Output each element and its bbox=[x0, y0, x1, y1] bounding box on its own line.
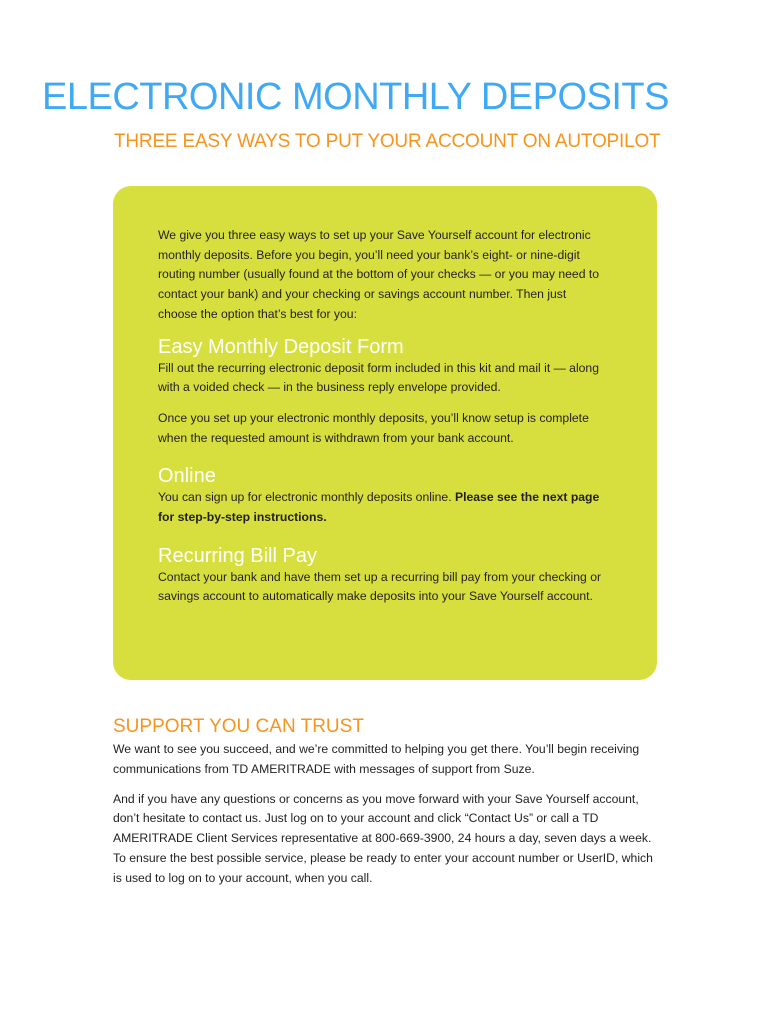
support-paragraph-1: We want to see you succeed, and we’re committed to helping you get there. You’ll begin receiving communications from TD AMERITRADE with messages of support from Suze. bbox=[113, 742, 640, 776]
page-subtitle: THREE EASY WAYS TO PUT YOUR ACCOUNT ON AUTOPILOT bbox=[114, 131, 661, 152]
options-box-content bbox=[158, 226, 608, 607]
online-instructions-note: Please see the next page for step-by-step instructions. bbox=[158, 490, 600, 525]
support-section bbox=[113, 714, 658, 889]
bill-pay-paragraph: Contact your bank and have them set up a recurring bill pay from your checking or savings account to automatically make deposits into your Save Yourself account. bbox=[158, 569, 602, 604]
options-box bbox=[113, 186, 657, 680]
deposit-form-paragraph: Fill out the recurring electronic deposit form included in this kit and mail it — along with a voided check — in the business reply envelope provided. bbox=[158, 360, 599, 395]
section-heading-deposit-form: Easy Monthly Deposit Form bbox=[158, 335, 404, 358]
support-paragraph-2: And if you have any questions or concerns as you move forward with your Save Yourself account, don’t hesitate to contact us. Just log on to your account and click “Contact Us” or call a TD AMERITRADE Client Services representative at 800-669-3900, 24 hours a day, seven days a week. To ensure the best possible service, please be ready to enter your account number or UserID, which is used to log on to your account, when you call. bbox=[113, 791, 653, 885]
page-title: ELECTRONIC MONTHLY DEPOSITS bbox=[42, 76, 669, 118]
section-heading-bill-pay: Recurring Bill Pay bbox=[158, 544, 317, 567]
support-heading: SUPPORT YOU CAN TRUST bbox=[113, 716, 364, 737]
deposit-form-setup-paragraph: Once you set up your electronic monthly deposits, you’ll know setup is complete when the requested amount is withdrawn from your bank account. bbox=[158, 410, 589, 445]
online-text: You can sign up for electronic monthly deposits online. bbox=[158, 490, 455, 505]
online-paragraph bbox=[158, 488, 608, 527]
section-heading-online: Online bbox=[158, 465, 216, 488]
intro-paragraph: We give you three easy ways to set up your Save Yourself account for electronic monthly deposits. Before you begin, you’ll need your bank’s eight- or nine-digit routing number (usually found at the bottom of your checks — or you may need to contact your bank) and your checking or savings account number. Then just choose the option that’s best for you: bbox=[158, 228, 600, 321]
